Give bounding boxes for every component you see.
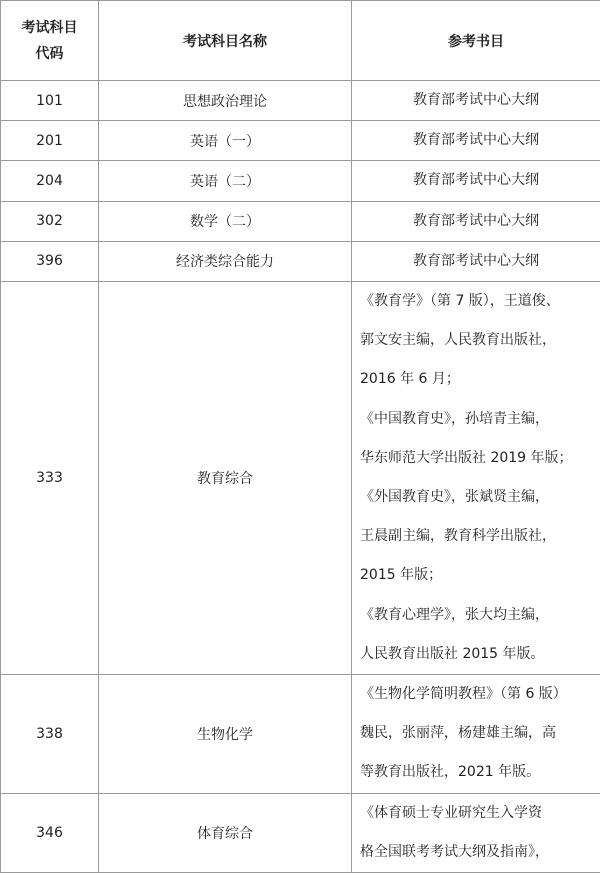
- reference-books: [352, 161, 600, 201]
- subject-code: 201: [1, 121, 99, 161]
- reference-books: [352, 675, 600, 794]
- table-row: [1, 282, 600, 675]
- subject-code: 302: [1, 201, 99, 241]
- table-row: [1, 241, 600, 281]
- subject-name: 生物化学: [99, 675, 352, 794]
- subject-name: 体育综合: [99, 793, 352, 872]
- reference-line: 《教育学》（第 7 版），王道俊、: [360, 282, 592, 321]
- reference-line: 《生物化学简明教程》（第 6 版）: [360, 675, 592, 714]
- reference-line: 《体育硕士专业研究生入学资: [360, 794, 592, 833]
- table-row: [1, 121, 600, 161]
- reference-books: [352, 121, 600, 161]
- reference-line: 《中国教育史》，孙培青主编，: [360, 400, 592, 439]
- subject-code: 396: [1, 241, 99, 281]
- table-row: [1, 675, 600, 794]
- subject-name: 教育综合: [99, 282, 352, 675]
- reference-line: 教育部考试中心大纲: [358, 242, 594, 281]
- reference-line: 王晨副主编，教育科学出版社，: [360, 517, 592, 556]
- reference-books: [352, 201, 600, 241]
- table-row: [1, 161, 600, 201]
- reference-line: 教育部考试中心大纲: [358, 121, 594, 160]
- reference-line: 等教育出版社，2021 年版。: [360, 753, 592, 792]
- header-name: 考试科目名称: [99, 1, 352, 81]
- reference-books: [352, 793, 600, 872]
- subject-name: 英语（二）: [99, 161, 352, 201]
- table-body: [1, 81, 600, 873]
- reference-line: 2016 年 6 月；: [360, 360, 592, 399]
- reference-line: 教育部考试中心大纲: [358, 161, 594, 200]
- subject-code: 338: [1, 675, 99, 794]
- subject-code: 101: [1, 81, 99, 121]
- subject-name: 英语（一）: [99, 121, 352, 161]
- header-ref: 参考书目: [352, 1, 600, 81]
- subject-name: 经济类综合能力: [99, 241, 352, 281]
- subject-name: 数学（二）: [99, 201, 352, 241]
- reference-line: 2015 年版；: [360, 556, 592, 595]
- reference-line: 魏民，张丽萍，杨建雄主编，高: [360, 714, 592, 753]
- table-row: [1, 81, 600, 121]
- table-row: [1, 793, 600, 872]
- reference-line: 人民教育出版社 2015 年版。: [360, 635, 592, 674]
- subject-code: 346: [1, 793, 99, 872]
- table-row: [1, 201, 600, 241]
- reference-books: [352, 282, 600, 675]
- reference-line: 华东师范大学出版社 2019 年版；: [360, 439, 592, 478]
- table-header-row: [1, 1, 600, 81]
- reference-line: 教育部考试中心大纲: [358, 81, 594, 120]
- subject-code: 204: [1, 161, 99, 201]
- header-code: 考试科目 代码: [1, 1, 99, 81]
- reference-books: [352, 81, 600, 121]
- reference-line: 《外国教育史》，张斌贤主编，: [360, 478, 592, 517]
- reference-line: 《教育心理学》，张大均主编，: [360, 596, 592, 635]
- reference-line: 郭文安主编，人民教育出版社，: [360, 321, 592, 360]
- reference-line: 教育部考试中心大纲: [358, 202, 594, 241]
- subject-name: 思想政治理论: [99, 81, 352, 121]
- reference-books: [352, 241, 600, 281]
- subject-code: 333: [1, 282, 99, 675]
- reference-line: 格全国联考考试大纲及指南》，: [360, 833, 592, 872]
